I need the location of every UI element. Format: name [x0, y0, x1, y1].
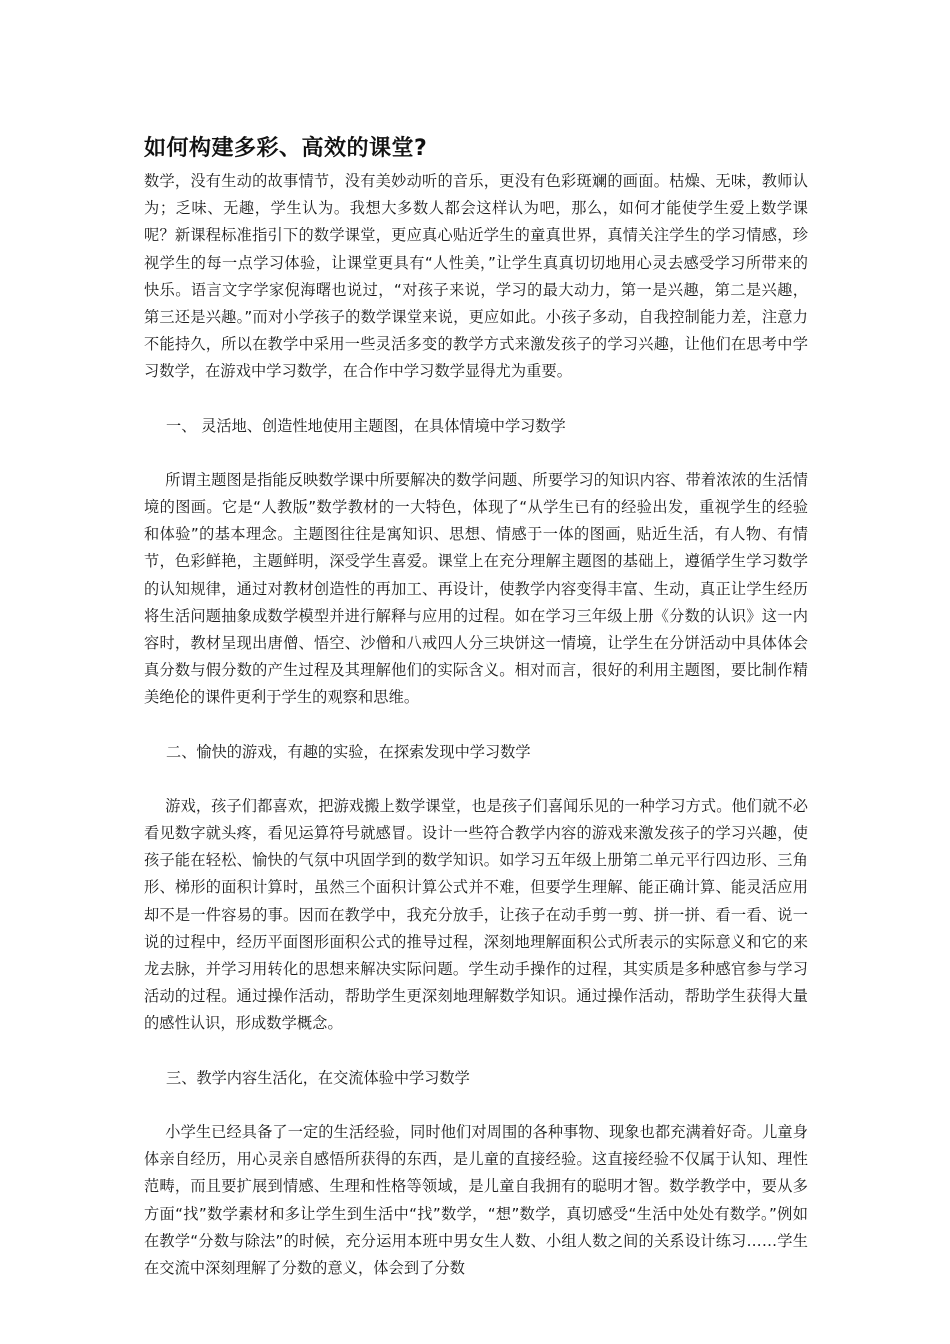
- section-heading-2: 二、愉快的游戏，有趣的实验，在探索发现中学习数学: [166, 742, 531, 761]
- section-heading-3: 三、教学内容生活化，在交流体验中学习数学: [166, 1068, 470, 1087]
- spacer: [144, 1038, 808, 1065]
- spacer: [144, 440, 808, 467]
- spacer: [144, 766, 808, 793]
- spacer: [144, 1092, 808, 1119]
- intro-paragraph: 数学，没有生动的故事情节，没有美妙动听的音乐，更没有色彩斑斓的画面。枯燥、无味，教师认为；乏味、无趣，学生认为。我想大多数人都会这样认为吧，那么，如何才能使学生爱上数学课呢？新课程标准指引下的数学课堂，更应真心贴近学生的童真世界，真情关注学生的学习情感，珍视学生的每一点学习体验，让课堂更具有“人性美，”让学生真真切切地用心灵去感受学习所带来的快乐。语言文字学家倪海曙也说过，“对孩子来说，学习的最大动力，第一是兴趣，第二是兴趣，第三还是兴趣。”而对小学孩子的数学课堂来说，更应如此。小孩子多动，自我控制能力差，注意力不能持久，所以在教学中采用一些灵活多变的教学方式来激发孩子的学习兴趣，让他们在思考中学习数学，在游戏中学习数学，在合作中学习数学显得尤为重要。: [144, 172, 808, 381]
- document-title: 如何构建多彩、高效的课堂?: [144, 136, 428, 161]
- spacer: [144, 386, 808, 413]
- section-heading-1: 一、 灵活地、创造性地使用主题图，在具体情境中学习数学: [166, 416, 566, 435]
- document-page: [144, 128, 808, 1282]
- section-body-1: 所谓主题图是指能反映数学课中所要解决的数学问题、所要学习的知识内容、带着浓浓的生活情境的图画。它是“人教版”数学教材的一大特色，体现了“从学生已有的经验出发，重视学生的经验和体验”的基本理念。主题图往往是寓知识、思想、情感于一体的图画，贴近生活，有人物、有情节，色彩鲜艳，主题鲜明，深受学生喜爱。课堂上在充分理解主题图的基础上，遵循学生学习数学的认知规律，通过对教材创造性的再加工、再设计，使教学内容变得丰富、生动，真正让学生经历将生活问题抽象成数学模型并进行解释与应用的过程。如在学习三年级上册《分数的认识》这一内容时，教材呈现出唐僧、悟空、沙僧和八戒四人分三块饼这一情境，让学生在分饼活动中具体体会真分数与假分数的产生过程及其理解他们的实际含义。相对而言，很好的利用主题图，要比制作精美绝伦的课件更利于学生的观察和思维。: [144, 470, 808, 707]
- spacer: [144, 712, 808, 739]
- section-body-2: 游戏，孩子们都喜欢，把游戏搬上数学课堂，也是孩子们喜闻乐见的一种学习方式。他们就不必看见数字就头疼，看见运算符号就感冒。设计一些符合教学内容的游戏来激发孩子的学习兴趣，使孩子能在轻松、愉快的气氛中巩固学到的数学知识。如学习五年级上册第二单元平行四边形、三角形、梯形的面积计算时，虽然三个面积计算公式并不难，但要学生理解、能正确计算、能灵活应用却不是一件容易的事。因而在教学中，我充分放手，让孩子在动手剪一剪、拼一拼、看一看、说一说的过程中，经历平面图形面积公式的推导过程，深刻地理解面积公式所表示的实际意义和它的来龙去脉，并学习用转化的思想来解决实际问题。学生动手操作的过程，其实质是多种感官参与学习活动的过程。通过操作活动，帮助学生更深刻地理解数学知识。通过操作活动，帮助学生获得大量的感性认识，形成数学概念。: [144, 796, 808, 1033]
- section-body-3: 小学生已经具备了一定的生活经验，同时他们对周围的各种事物、现象也都充满着好奇。儿童身体亲自经历，用心灵亲自感悟所获得的东西，是儿童的直接经验。这直接经验不仅属于认知、理性范畴，而且要扩展到情感、生理和性格等领域，是儿童自我拥有的聪明才智。数学教学中，要从多方面“找”数学素材和多让学生到生活中“找”数学，“想”数学，真切感受“生活中处处有数学。”例如在教学“分数与除法”的时候，充分运用本班中男女生人数、小组人数之间的关系设计练习……学生在交流中深刻理解了分数的意义，体会到了分数: [144, 1122, 808, 1277]
